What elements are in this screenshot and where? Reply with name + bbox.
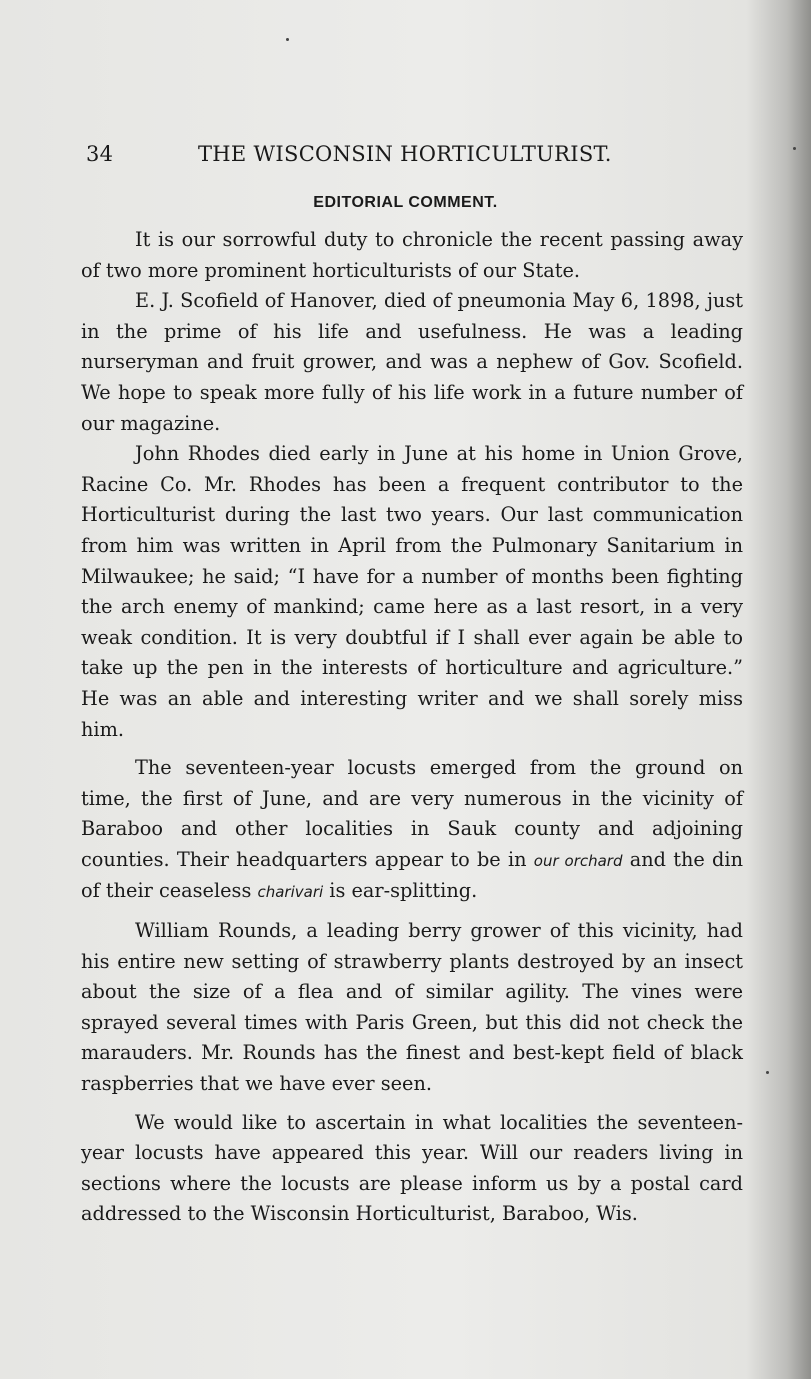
print-speck xyxy=(793,147,796,150)
paragraph-4-text-before: The seventeen-year locusts emerged from the ground on time, the first of June, and are very numerous in the vicinity of Baraboo and other localities in Sauk county and adjoining counties. Their headquarters appear to be in xyxy=(81,756,743,871)
paragraph-5: William Rounds, a leading berry grower of this vicinity, had his entire new setting of strawberry plants destroyed by an insect about the size of a flea and of similar agility. The vines were sprayed several times with Paris Green, but this did not check the marauders. Mr. Rounds has the finest and best-kept field of black raspberries that we have ever seen. xyxy=(81,919,743,1096)
page-number: 34 xyxy=(86,142,114,166)
paragraph-1: It is our sorrowful duty to chronicle the recent passing away of two more prominent horticulturists of our State. xyxy=(81,228,743,282)
journal-title: THE WISCONSIN HORTICULTURIST. xyxy=(198,142,612,166)
paragraph-4-text-middle: and the din of their ceaseless xyxy=(81,847,743,903)
paragraph-4-text-after: is ear-splitting. xyxy=(323,879,478,903)
paragraph-3: John Rhodes died early in June at his home in Union Grove, Racine Co. Mr. Rhodes has been a frequent contributor to the Horticulturist during the last two years. Our last communication from him was written in April from the Pulmonary Sanitarium in Milwaukee; he said; “I have for a number of months been fighting the arch enemy of mankind; came here as a last resort, in a very weak condition. It is very doubtful if I shall ever again be able to take up the pen in the interests of horticulture and agriculture.” He was an able and interesting writer and we shall sorely miss him. xyxy=(81,442,743,741)
italic-phrase-orchard: our orchard xyxy=(533,851,623,870)
article-body xyxy=(81,225,743,1230)
paragraph-2: E. J. Scofield of Hanover, died of pneumonia May 6, 1898, just in the prime of his life and usefulness. He was a leading nurseryman and fruit grower, and was a nephew of Gov. Scofield. We hope to speak more fully of his life work in a future number of our magazine. xyxy=(81,289,743,435)
paragraph-6: We would like to ascertain in what localities the seventeen-year locusts have appeared this year. Will our readers living in sections where the locusts are please inform us by a postal card addressed to the Wisconsin Horticulturist, Baraboo, Wis. xyxy=(81,1110,743,1226)
italic-word-charivari: charivari xyxy=(257,883,324,902)
print-speck xyxy=(286,38,289,41)
paragraph-4 xyxy=(81,753,743,908)
print-speck xyxy=(766,1071,769,1074)
section-heading: EDITORIAL COMMENT. xyxy=(313,194,498,211)
running-head xyxy=(86,142,706,172)
